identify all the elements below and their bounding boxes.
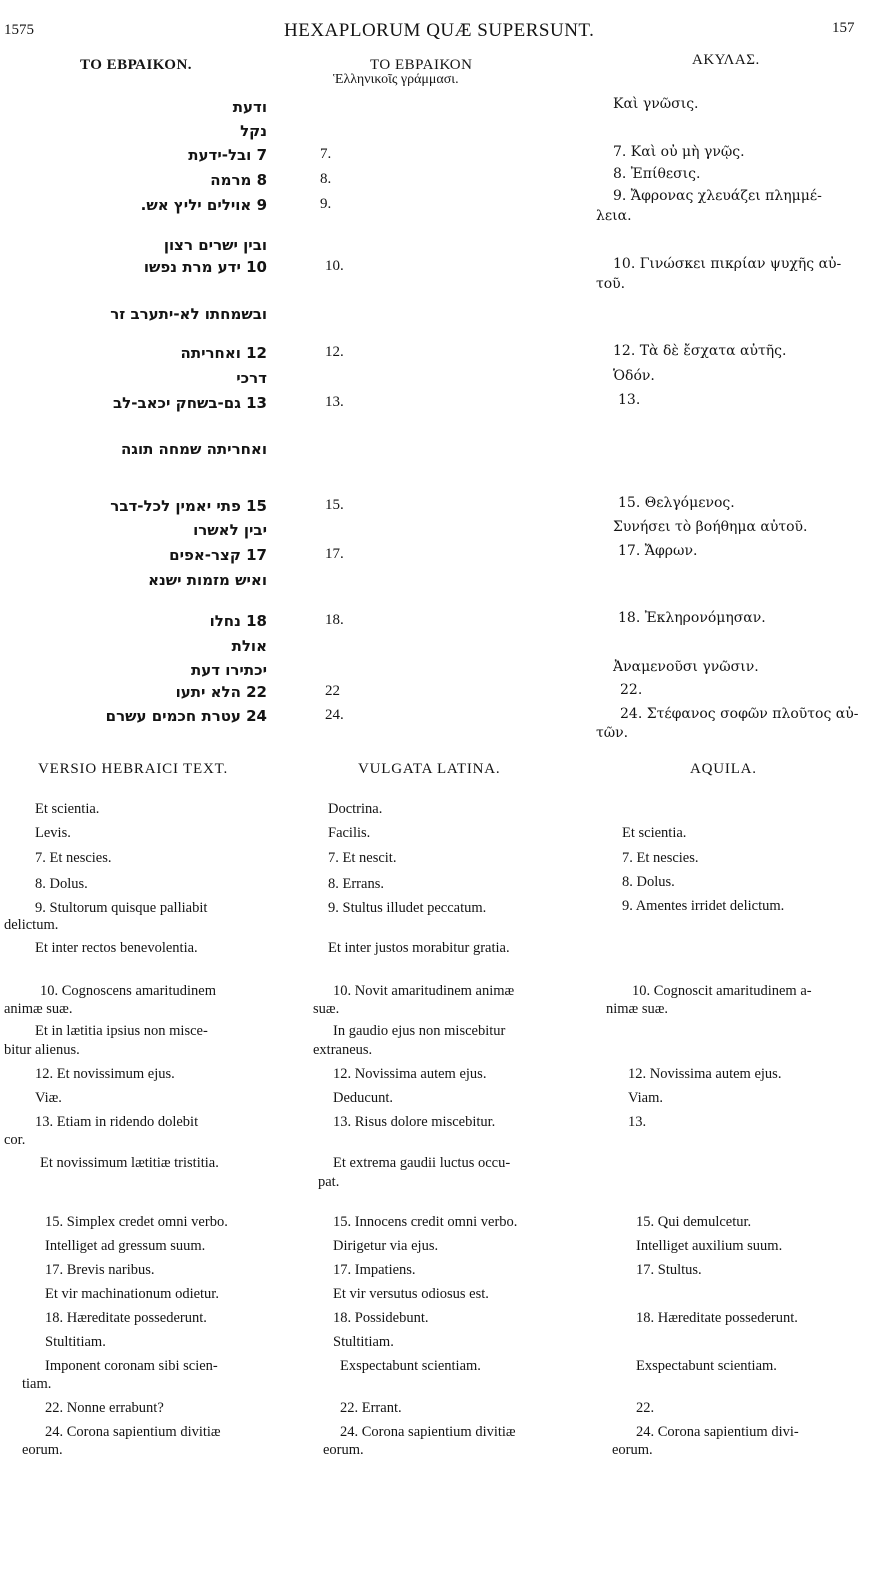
heading-hebrew-text: ΤΟ ΕΒΡΑΙΚΟΝ. — [80, 57, 193, 73]
heading-aquila-greek: ΑΚΥΛΑΣ. — [692, 52, 760, 68]
hebrew-line: ובין ישרים רצון — [163, 236, 267, 254]
versio-line: 18. Hæreditate possederunt. — [45, 1310, 207, 1326]
vulgata-line: extraneus. — [313, 1042, 373, 1058]
vulgata-line: 17. Impatiens. — [333, 1262, 416, 1278]
vulgata-line: 24. Corona sapientium divitiæ — [340, 1424, 516, 1440]
versio-line: 17. Brevis naribus. — [45, 1262, 155, 1278]
versio-line: animæ suæ. — [4, 1001, 73, 1017]
greek-line: τοῦ. — [596, 276, 626, 292]
hebrew-line: 17 קצר-אפים — [169, 546, 267, 564]
versio-line: 24. Corona sapientium divitiæ — [45, 1424, 221, 1440]
hebrew-line: דרכי — [236, 369, 267, 387]
verse-number: 12. — [325, 344, 344, 360]
aquila-latin-line: 12. Novissima autem ejus. — [628, 1066, 782, 1082]
heading-versio-hebraici: VERSIO HEBRAICI TEXT. — [38, 761, 228, 777]
vulgata-line: 8. Errans. — [328, 876, 384, 892]
verse-number: 17. — [325, 546, 344, 562]
aquila-latin-line: 10. Cognoscit amaritudinem a- — [632, 983, 812, 999]
page-number-right: 157 — [832, 20, 855, 36]
versio-line: 7. Et nescies. — [35, 850, 112, 866]
hebrew-line: 9 אוילים יליץ אש. — [140, 196, 267, 214]
heading-vulgata-latina: VULGATA LATINA. — [358, 761, 501, 777]
aquila-latin-line: 15. Qui demulcetur. — [636, 1214, 752, 1230]
hebrew-line: 15 פתי יאמין לכל-דבר — [110, 497, 267, 515]
vulgata-line: 15. Innocens credit omni verbo. — [333, 1214, 518, 1230]
vulgata-line: Deducunt. — [333, 1090, 393, 1106]
aquila-latin-line: eorum. — [612, 1442, 653, 1458]
aquila-latin-line: Viam. — [628, 1090, 663, 1106]
greek-line: 10. Γινώσκει πικρίαν ψυχῆς αὐ- — [613, 256, 842, 272]
versio-line: 10. Cognoscens amaritudinem — [40, 983, 216, 999]
versio-line: 15. Simplex credet omni verbo. — [45, 1214, 228, 1230]
verse-number: 24. — [325, 707, 344, 723]
vulgata-line: Facilis. — [328, 825, 371, 841]
vulgata-line: Doctrina. — [328, 801, 383, 817]
hebrew-line: יכתירו דעת — [190, 661, 267, 679]
aquila-latin-line: Exspectabunt scientiam. — [636, 1358, 777, 1374]
hebrew-line: אולת — [231, 637, 267, 655]
vulgata-line: 9. Stultus illudet peccatum. — [328, 900, 487, 916]
versio-line: 8. Dolus. — [35, 876, 88, 892]
hebrew-line: 7 ובל-ידעת — [188, 146, 267, 164]
verse-number: 13. — [325, 394, 344, 410]
greek-line: 15. Θελγόμενος. — [618, 495, 735, 511]
vulgata-line: Et vir versutus odiosus est. — [333, 1286, 489, 1302]
aquila-latin-line: Et scientia. — [622, 825, 687, 841]
greek-line: 7. Καὶ οὐ μὴ γνῷς. — [613, 144, 745, 160]
greek-line: λεια. — [596, 208, 632, 224]
vulgata-line: 22. Errant. — [340, 1400, 402, 1416]
verse-number: 22 — [325, 683, 340, 699]
vulgata-line: 12. Novissima autem ejus. — [333, 1066, 487, 1082]
versio-line: Et scientia. — [35, 801, 100, 817]
hebrew-line: 10 ידע מרת נפשו — [143, 258, 267, 276]
vulgata-line: suæ. — [313, 1001, 340, 1017]
hebrew-line: 12 ואחריתה — [180, 344, 267, 362]
verse-number: 18. — [325, 612, 344, 628]
versio-line: Levis. — [35, 825, 71, 841]
heading-aquila-latin: AQUILA. — [690, 761, 757, 777]
hebrew-line: יבין לאשרו — [193, 521, 267, 539]
verse-number: 8. — [320, 171, 332, 187]
vulgata-line: Et extrema gaudii luctus occu- — [333, 1155, 511, 1171]
versio-line: Imponent coronam sibi scien- — [45, 1358, 218, 1374]
page-number-left: 1575 — [4, 22, 34, 38]
greek-line: 12. Τὰ δὲ ἔσχατα αὐτῆς. — [613, 343, 787, 359]
hebrew-line: 22 הלא יתעו — [175, 683, 267, 701]
versio-line: Intelliget ad gressum suum. — [45, 1238, 206, 1254]
aquila-latin-line: Intelliget auxilium suum. — [636, 1238, 783, 1254]
versio-line: Viæ. — [35, 1090, 62, 1106]
versio-line: Et in lætitia ipsius non misce- — [35, 1023, 208, 1039]
hebrew-line: ודעת — [232, 98, 267, 116]
running-title: HEXAPLORUM QUÆ SUPERSUNT. — [284, 20, 595, 41]
versio-line: cor. — [4, 1132, 26, 1148]
hebrew-line: 18 נחלו — [209, 612, 267, 630]
verse-number: 7. — [320, 146, 332, 162]
vulgata-line: Stultitiam. — [333, 1334, 394, 1350]
vulgata-line: eorum. — [323, 1442, 364, 1458]
greek-line: Ὁδόν. — [613, 368, 655, 384]
versio-line: Et inter rectos benevolentia. — [35, 940, 198, 956]
vulgata-line: Et inter justos morabitur gratia. — [328, 940, 510, 956]
aquila-latin-line: 22. — [636, 1400, 655, 1416]
aquila-latin-line: 17. Stultus. — [636, 1262, 702, 1278]
verse-number: 15. — [325, 497, 344, 513]
greek-line: 24. Στέφανος σοφῶν πλοῦτος αὐ- — [620, 706, 859, 722]
versio-line: 9. Stultorum quisque palliabit — [35, 900, 208, 916]
aquila-latin-line: 18. Hæreditate possederunt. — [636, 1310, 798, 1326]
greek-line: Συνήσει τὸ βοήθημα αὐτοῦ. — [613, 519, 808, 535]
hebrew-line: ואיש מזמות ישנא — [148, 571, 267, 589]
aquila-latin-line: 9. Amentes irridet delictum. — [622, 898, 785, 914]
versio-line: 12. Et novissimum ejus. — [35, 1066, 175, 1082]
aquila-latin-line: nimæ suæ. — [606, 1001, 669, 1017]
aquila-latin-line: 24. Corona sapientium divi- — [636, 1424, 799, 1440]
hebrew-line: 13 גם-בשחק יכאב-לב — [113, 394, 267, 412]
versio-line: 13. Etiam in ridendo dolebit — [35, 1114, 199, 1130]
vulgata-line: Exspectabunt scientiam. — [340, 1358, 481, 1374]
hebrew-line: ואחריתה שמחה תוגה — [120, 440, 267, 458]
vulgata-line: 10. Novit amaritudinem animæ — [333, 983, 515, 999]
greek-line: 17. Ἄφρων. — [618, 543, 698, 559]
greek-line: 22. — [620, 682, 643, 698]
greek-line: 13. — [618, 392, 641, 408]
versio-line: tiam. — [22, 1376, 52, 1392]
hebrew-line: נקל — [240, 122, 267, 140]
greek-line: Καὶ γνῶσις. — [613, 96, 699, 112]
greek-line: 9. Ἄφρονας χλευάζει πλημμέ- — [613, 188, 822, 204]
versio-line: Stultitiam. — [45, 1334, 106, 1350]
aquila-latin-line: 7. Et nescies. — [622, 850, 699, 866]
versio-line: Et novissimum lætitiæ tristitia. — [40, 1155, 219, 1171]
greek-line: 8. Ἐπίθεσις. — [613, 166, 701, 182]
verse-number: 9. — [320, 196, 332, 212]
greek-line: 18. Ἐκληρονόμησαν. — [618, 610, 766, 626]
greek-line: Ἀναμενοῦσι γνῶσιν. — [613, 659, 759, 675]
versio-line: eorum. — [22, 1442, 63, 1458]
aquila-latin-line: 13. — [628, 1114, 647, 1130]
greek-line: τῶν. — [596, 725, 629, 741]
hebrew-line: ובשמחתו לא-יתערב זר — [110, 305, 267, 323]
vulgata-line: Dirigetur via ejus. — [333, 1238, 439, 1254]
versio-line: delictum. — [4, 917, 59, 933]
heading-hebrew-greek-letters: ΤΟ ΕΒΡΑΙΚΟΝ — [370, 57, 473, 73]
vulgata-line: In gaudio ejus non miscebitur — [333, 1023, 506, 1039]
vulgata-line: 18. Possidebunt. — [333, 1310, 429, 1326]
hebrew-line: 8 מרמה — [210, 171, 267, 189]
vulgata-line: pat. — [318, 1174, 340, 1190]
aquila-latin-line: 8. Dolus. — [622, 874, 675, 890]
versio-line: Et vir machinationum odietur. — [45, 1286, 219, 1302]
verse-number: 10. — [325, 258, 344, 274]
hebrew-line: 24 עטרת חכמים עשרם — [105, 707, 267, 725]
versio-line: 22. Nonne errabunt? — [45, 1400, 164, 1416]
heading-hebrew-greek-letters-sub: Ἑλληνικοῖς γράμμασι. — [333, 72, 459, 87]
versio-line: bitur alienus. — [4, 1042, 80, 1058]
vulgata-line: 13. Risus dolore miscebitur. — [333, 1114, 496, 1130]
vulgata-line: 7. Et nescit. — [328, 850, 397, 866]
